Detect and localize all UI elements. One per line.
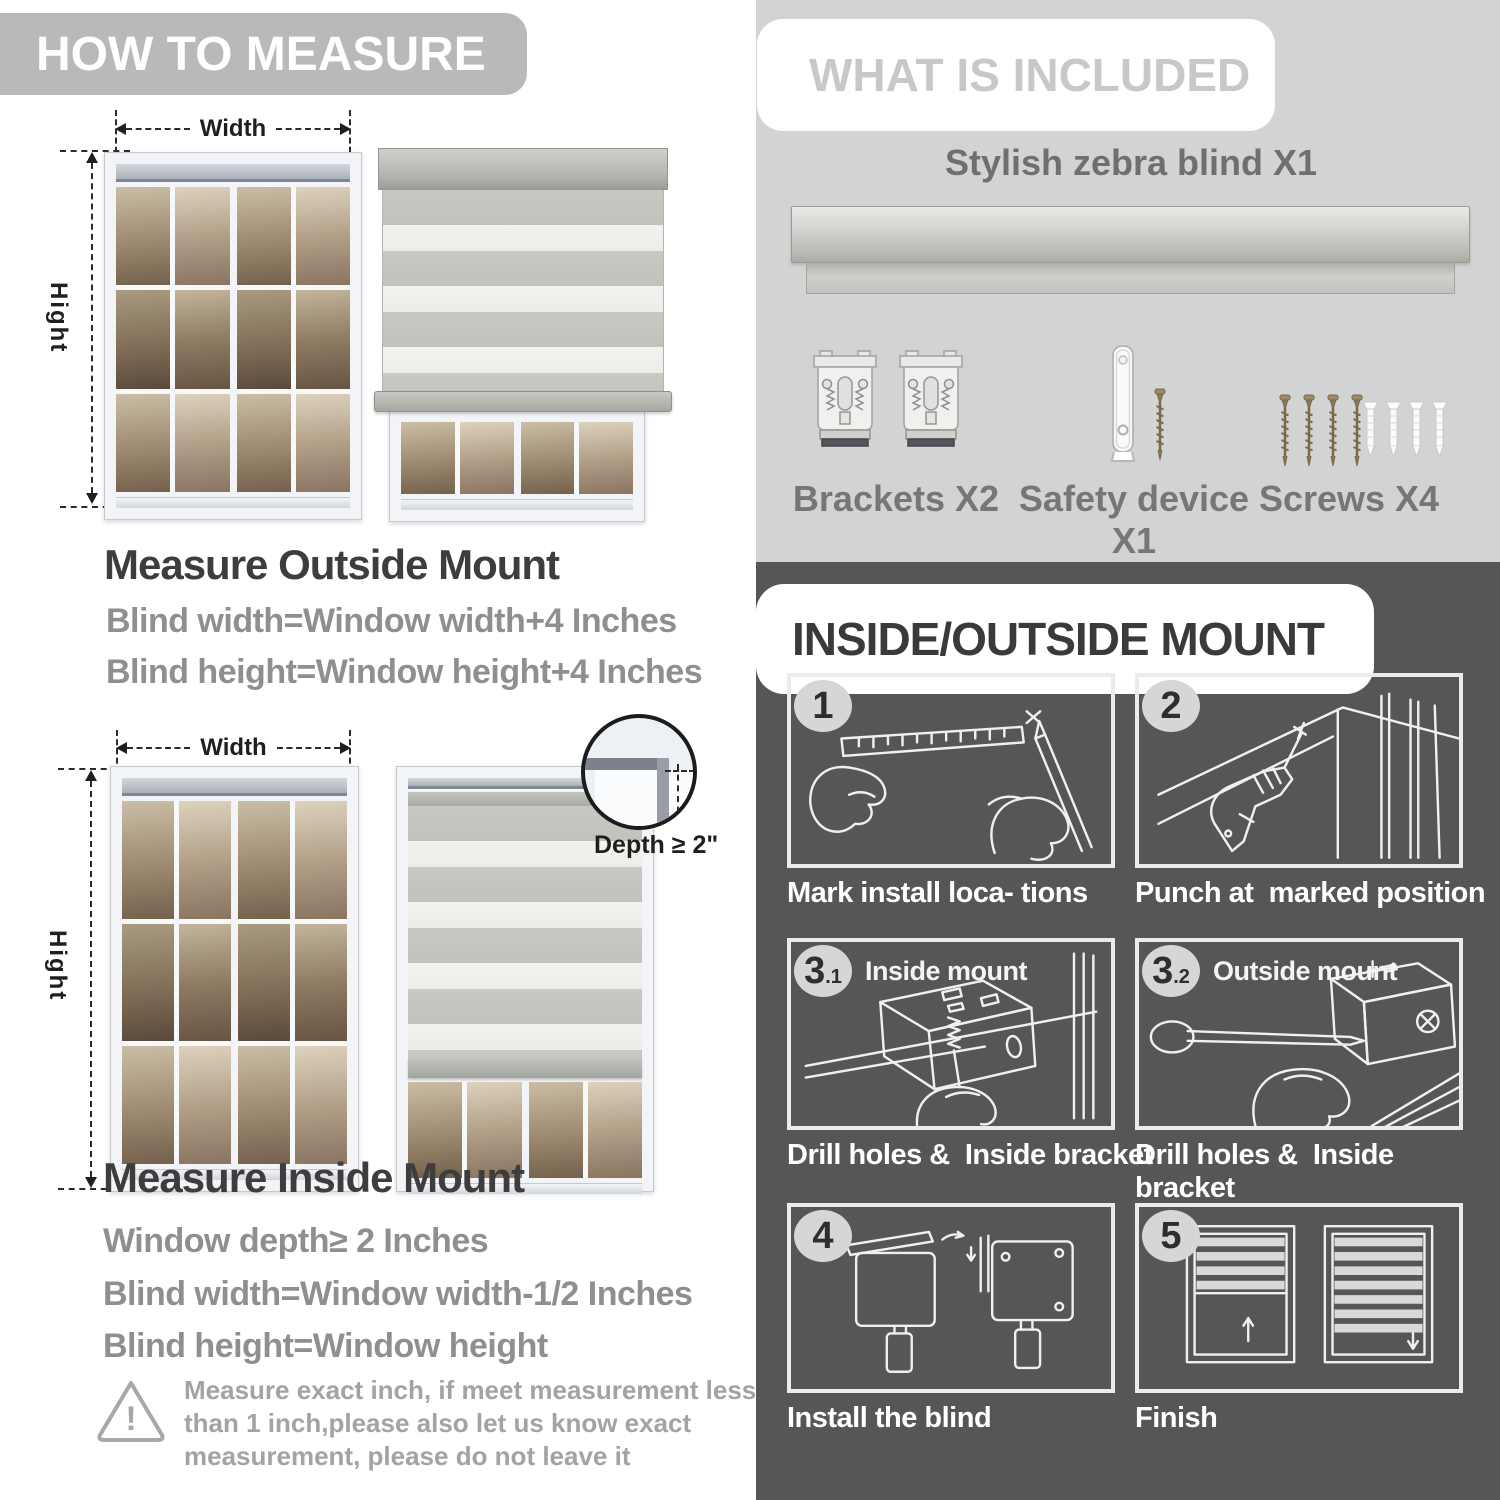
- window-pane: [122, 924, 174, 1042]
- arrow-down-icon: [85, 1177, 97, 1188]
- step-3-2-panel: [1135, 938, 1463, 1130]
- inside-width-label: Width: [200, 734, 267, 761]
- outside-height-dimension: [84, 152, 100, 504]
- window-pane: [296, 394, 350, 492]
- window-pane: [175, 187, 229, 285]
- screw-icon: [1277, 394, 1293, 468]
- step-3-2: [1135, 938, 1500, 1205]
- window-sash: [122, 801, 231, 1164]
- window-pane: [116, 394, 170, 492]
- window-pane: [296, 290, 350, 388]
- headrail-lip: [806, 263, 1455, 294]
- screws-label: Screws X4: [1258, 478, 1440, 519]
- window-pane: [175, 394, 229, 492]
- brackets-label: Brackets X2: [792, 478, 1000, 519]
- window-top-rail: [116, 164, 350, 182]
- window-pane: [295, 1046, 347, 1164]
- step-3-2-title: Outside mount: [1213, 956, 1397, 986]
- blind-fabric-stripes: [382, 190, 664, 392]
- screw-icon: [1301, 394, 1317, 468]
- wall-anchor-icon: [1362, 400, 1379, 460]
- window-with-inside-blind: [396, 766, 654, 1192]
- window-pane: [122, 1046, 174, 1164]
- blind-bottom-rail: [408, 1058, 642, 1078]
- depth-detail-magnifier: [581, 714, 697, 830]
- step-4-panel: [787, 1203, 1115, 1393]
- inside-outside-mount-title: INSIDE/OUTSIDE MOUNT: [792, 613, 1325, 665]
- inside-mount-title: Measure Inside Mount: [103, 1154, 525, 1201]
- window-pane: [179, 1046, 231, 1164]
- wall-anchor-icon: [1385, 400, 1402, 460]
- outside-formula-width: Blind width=Window width+4 Inches: [106, 602, 677, 640]
- step-5-caption: Finish: [1135, 1402, 1218, 1434]
- outside-formula-height: Blind height=Window height+4 Inches: [106, 653, 703, 691]
- step-4-caption: Install the blind: [787, 1402, 992, 1434]
- step-1-caption: Mark install loca- tions: [787, 877, 1088, 909]
- window-photo-outside: [104, 152, 362, 520]
- bracket-icon: [812, 350, 878, 450]
- bracket-icon: [898, 350, 964, 450]
- window-sash: [521, 422, 634, 494]
- window-pane: [295, 924, 347, 1042]
- step-5-panel: [1135, 1203, 1463, 1393]
- screw-icon: [1152, 388, 1168, 462]
- anchors-group: [1362, 400, 1448, 460]
- wall-anchor-icon: [1408, 400, 1425, 460]
- warning-line-1: Measure exact inch, if meet measurement less: [184, 1375, 757, 1405]
- what-is-included-header: [757, 19, 1275, 131]
- outside-width-dimension: [115, 115, 351, 142]
- step-number-badge: 3 .1: [794, 945, 852, 997]
- window-under-blind: [389, 410, 645, 522]
- screws-group: [1277, 394, 1365, 468]
- depth-callout-label: Depth ≥ 2": [594, 831, 719, 859]
- step-3-1: [787, 938, 1153, 1172]
- step-4: [787, 1203, 1115, 1435]
- warning-line-2: than 1 inch,please also let us know exact: [184, 1408, 692, 1438]
- how-to-measure-title: HOW TO MEASURE: [36, 27, 486, 81]
- inside-height-dimension: [83, 770, 99, 1188]
- product-label: Stylish zebra blind X1: [944, 142, 1318, 183]
- blind-bottom-rail: [374, 391, 672, 412]
- arrow-down-icon: [86, 493, 98, 504]
- outside-height-label: Hight: [45, 282, 72, 354]
- outside-mount-title: Measure Outside Mount: [104, 541, 560, 588]
- window-pane: [116, 290, 170, 388]
- step-1-panel: [787, 673, 1115, 868]
- window-pane: [296, 187, 350, 285]
- window-pane: [179, 801, 231, 919]
- window-pane: [238, 801, 290, 919]
- window-sill: [116, 497, 350, 508]
- window-pane: [237, 290, 291, 388]
- outside-width-label: Width: [199, 115, 267, 142]
- window-photo-inside: [110, 766, 359, 1192]
- window-sashes: [116, 187, 350, 492]
- warning-triangle-icon: [94, 1376, 168, 1448]
- window-pane: [521, 422, 575, 494]
- step-2-caption: Punch at marked position: [1135, 877, 1486, 909]
- step-3-1-panel: [787, 938, 1115, 1130]
- window-pane: [116, 187, 170, 285]
- headrail-image: [791, 206, 1470, 263]
- window-pane: [237, 394, 291, 492]
- window-sash: [401, 422, 514, 494]
- window-sash: [116, 187, 230, 492]
- arrow-up-icon: [85, 770, 97, 781]
- window-sash: [237, 187, 351, 492]
- inside-formula-height: Blind height=Window height: [103, 1327, 548, 1365]
- screw-icon: [1325, 394, 1341, 468]
- blind-cassette: [378, 148, 668, 190]
- step-number-badge: 5: [1142, 1210, 1200, 1262]
- window-pane: [588, 1082, 642, 1178]
- what-is-included-title: WHAT IS INCLUDED: [809, 49, 1251, 101]
- window-sashes: [122, 801, 347, 1164]
- window-pane: [238, 1046, 290, 1164]
- step-5: [1135, 1203, 1463, 1435]
- step-2: [1135, 673, 1485, 910]
- step-1: [787, 673, 1115, 910]
- window-sash: [238, 801, 347, 1164]
- arrow-up-icon: [86, 152, 98, 163]
- warning-line-3: measurement, please do not leave it: [184, 1441, 631, 1471]
- inside-width-dimension: [116, 734, 351, 761]
- window-pane: [460, 422, 514, 494]
- wall-anchor-icon: [1431, 400, 1448, 460]
- step-number-badge: 1: [794, 680, 852, 732]
- window-pane: [401, 422, 455, 494]
- step-number-badge: 3 .2: [1142, 945, 1200, 997]
- window-top-rail: [122, 778, 347, 796]
- warning-mark: !: [125, 1400, 137, 1438]
- inside-formula-width: Blind width=Window width-1/2 Inches: [103, 1275, 693, 1313]
- step-2-panel: [1135, 673, 1463, 868]
- step-3-1-title: Inside mount: [865, 956, 1027, 986]
- window-sash: [529, 1082, 643, 1178]
- window-pane: [237, 187, 291, 285]
- window-sashes: [401, 422, 633, 494]
- inside-formula-depth: Window depth≥ 2 Inches: [103, 1222, 489, 1260]
- window-pane: [179, 924, 231, 1042]
- step-3-2-caption: Drill holes & Inside bracket: [1135, 1139, 1402, 1204]
- window-pane: [122, 801, 174, 919]
- inside-height-label: Hight: [44, 930, 71, 1002]
- safety-device-icon: [1106, 344, 1140, 466]
- safety-device-label: Safety device X1: [1018, 478, 1250, 561]
- window-pane: [529, 1082, 583, 1178]
- window-pane: [579, 422, 633, 494]
- step-number-badge: 4: [794, 1210, 852, 1262]
- window-sill: [401, 499, 633, 510]
- window-pane: [238, 924, 290, 1042]
- step-number-badge: 2: [1142, 680, 1200, 732]
- window-pane: [175, 290, 229, 388]
- step-3-1-caption: Drill holes & Inside bracket: [787, 1139, 1153, 1171]
- how-to-measure-header: [0, 13, 527, 95]
- window-pane: [295, 801, 347, 919]
